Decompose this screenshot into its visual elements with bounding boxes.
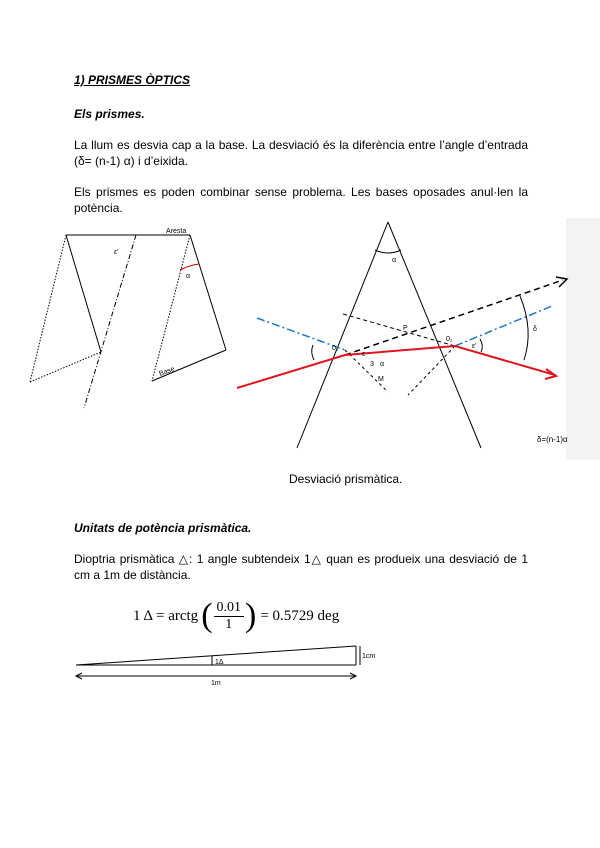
prism-2-left-edge xyxy=(152,235,190,381)
ruler-angle-label: 1Δ xyxy=(215,659,224,666)
section-title: 1) PRISMES ÒPTICS xyxy=(74,73,191,87)
point-label-m: M xyxy=(378,376,384,383)
aresta-label: Aresta xyxy=(166,228,187,235)
formula-rhs: = 0.5729 deg xyxy=(260,607,340,624)
prism-1-right-edge xyxy=(66,235,101,352)
paragraph-2-line-1: Els prismes es poden combinar sense problema. Les bases oposades anul·len la xyxy=(74,185,528,199)
formula-numerator: 0.01 xyxy=(214,600,245,617)
formula-left-paren: ( xyxy=(201,597,213,634)
formula-right-paren: ) xyxy=(245,597,257,634)
subtitle-prisms: Els prismes. xyxy=(74,107,145,121)
right-prism-diagram xyxy=(237,222,567,448)
delta-arc xyxy=(520,296,528,360)
left-prism-diagram xyxy=(30,235,226,408)
epsilon-label-left: ε' xyxy=(114,249,119,256)
red-light-ray xyxy=(237,346,555,388)
ruler-length-label: 1m xyxy=(211,680,221,687)
formula-fraction xyxy=(214,600,245,633)
alpha-arc-left xyxy=(180,264,199,270)
paragraph-2-line-2: potència. xyxy=(74,201,123,215)
scan-edge-shade xyxy=(566,218,600,460)
prism-1-base xyxy=(30,352,101,382)
label-alpha-inner: α xyxy=(380,361,385,368)
epsilon-arc-left xyxy=(312,345,314,360)
formula-lhs: 1 Δ = arctg xyxy=(133,607,199,624)
normal-line-top xyxy=(343,314,455,346)
paragraph-3-line-2: cm a 1m de distància. xyxy=(74,568,191,582)
paragraph-1-line-2: (δ= (n-1) α) i d’eixida. xyxy=(74,154,188,168)
prism-1-left-edge xyxy=(30,235,66,382)
apex-alpha-arc xyxy=(375,250,401,253)
epsilon-arc-right xyxy=(480,339,482,352)
ruler-height-label: 1cm xyxy=(362,653,376,660)
normal-left xyxy=(345,350,388,392)
label-epsilon-inner: ε xyxy=(362,351,366,358)
label-3: 3 xyxy=(370,361,374,368)
point-label-p: P xyxy=(403,325,408,332)
normal-right xyxy=(408,346,455,395)
prism-left-face xyxy=(297,222,388,448)
label-epsilon-prime: ε' xyxy=(472,343,477,350)
point-label-o1: 0₁ xyxy=(332,345,339,352)
figure-caption: Desviació prismàtica. xyxy=(289,472,403,486)
formula-denominator: 1 xyxy=(225,616,233,632)
deviation-dashed-arrow xyxy=(345,280,563,355)
paragraph-1-line-1: La llum es desvia cap a la base. La desviació és la diferència entre l’angle d’entrada xyxy=(74,138,528,152)
alpha-label-left: α xyxy=(186,273,191,280)
prism-dioptre-formula xyxy=(133,596,339,636)
delta-label: δ xyxy=(533,326,537,333)
prism-2-right-edge xyxy=(190,235,226,350)
deviation-formula-label: δ=(n-1)α xyxy=(537,435,568,444)
apex-alpha-label: α xyxy=(392,257,397,264)
base-label: Base xyxy=(158,365,176,378)
paragraph-3-line-1: Dioptria prismàtica △: 1 angle subtendeix 1△ quan es produeix una desviació de 1 xyxy=(74,552,528,566)
point-label-o2: 0₂ xyxy=(446,336,453,343)
subtitle-units: Unitats de potència prismàtica. xyxy=(74,521,252,535)
